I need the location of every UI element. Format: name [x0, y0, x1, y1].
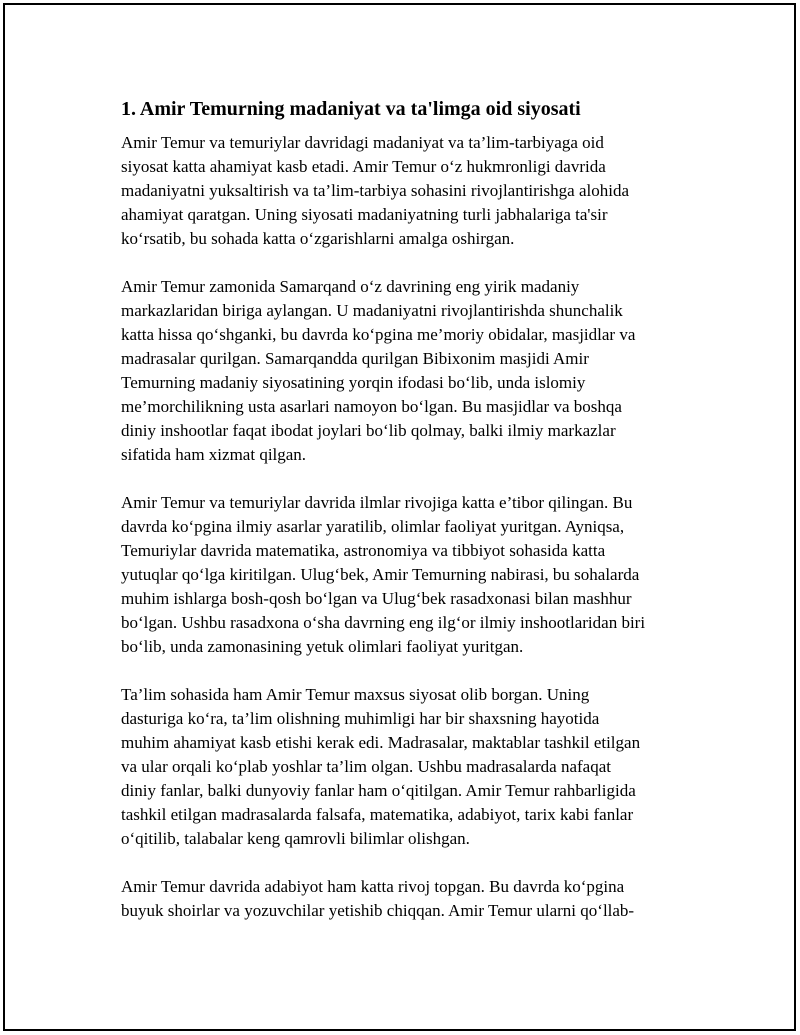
- paragraph-line: siyosat katta ahamiyat kasb etadi. Amir Temur o‘z hukmronligi davrida: [121, 157, 606, 176]
- paragraph-line: va ular orqali ko‘plab yoshlar ta’lim olgan. Ushbu madrasalarda nafaqat: [121, 757, 611, 776]
- paragraph-line: me’morchilikning usta asarlari namoyon bo‘lgan. Bu masjidlar va boshqa: [121, 397, 622, 416]
- paragraph-line: markazlaridan biriga aylangan. U madaniyatni rivojlantirishda shunchalik: [121, 301, 623, 320]
- paragraph-line: tashkil etilgan madrasalarda falsafa, matematika, adabiyot, tarix kabi fanlar: [121, 805, 634, 824]
- document-body: [121, 95, 701, 947]
- paragraph-line: ahamiyat qaratgan. Uning siyosati madaniyatning turli jabhalariga ta'sir: [121, 205, 608, 224]
- paragraph-line: madrasalar qurilgan. Samarqandda qurilgan Bibixonim masjidi Amir: [121, 349, 589, 368]
- paragraph-line: bo‘lib, unda zamonasining yetuk olimlari faoliyat yuritgan.: [121, 637, 524, 656]
- paragraph-line: yutuqlar qo‘lga kiritilgan. Ulug‘bek, Amir Temurning nabirasi, bu sohalarda: [121, 565, 640, 584]
- paragraph-line: madaniyatni yuksaltirish va ta’lim-tarbiya sohasini rivojlantirishga alohida: [121, 181, 629, 200]
- paragraph-line: dasturiga ko‘ra, ta’lim olishning muhimligi har bir shaxsning hayotida: [121, 709, 600, 728]
- paragraph-line: katta hissa qo‘shganki, bu davrda ko‘pgina me’moriy obidalar, masjidlar va: [121, 325, 636, 344]
- paragraph-line: diniy fanlar, balki dunyoviy fanlar ham o‘qitilgan. Amir Temur rahbarligida: [121, 781, 636, 800]
- paragraph-line: muhim ishlarga bosh-qosh bo‘lgan va Ulug‘bek rasadxonasi bilan mashhur: [121, 589, 632, 608]
- paragraph-line: Temurning madaniy siyosatining yorqin ifodasi bo‘lib, unda islomiy: [121, 373, 586, 392]
- paragraph-line: muhim ahamiyat kasb etishi kerak edi. Madrasalar, maktablar tashkil etilgan: [121, 733, 641, 752]
- paragraph-line: Temuriylar davrida matematika, astronomiya va tibbiyot sohasida katta: [121, 541, 606, 560]
- paragraph-line: bo‘lgan. Ushbu rasadxona o‘sha davrning eng ilg‘or ilmiy inshootlaridan biri: [121, 613, 646, 632]
- paragraph-line: o‘qitilib, talabalar keng qamrovli bilimlar olishgan.: [121, 829, 470, 848]
- paragraph: [121, 275, 701, 467]
- paragraph: [121, 683, 701, 851]
- paragraph-line: Ta’lim sohasida ham Amir Temur maxsus siyosat olib borgan. Uning: [121, 685, 590, 704]
- paragraph-line: buyuk shoirlar va yozuvchilar yetishib chiqqan. Amir Temur ularni qo‘llab-: [121, 901, 635, 920]
- paragraph-line: Amir Temur va temuriylar davridagi madaniyat va ta’lim-tarbiyaga oid: [121, 133, 604, 152]
- section-heading: 1. Amir Temurning madaniyat va ta'limga oid siyosati: [121, 98, 581, 120]
- paragraph-line: ko‘rsatib, bu sohada katta o‘zgarishlarni amalga oshirgan.: [121, 229, 515, 248]
- paragraph-line: davrda ko‘pgina ilmiy asarlar yaratilib, olimlar faoliyat yuritgan. Ayniqsa,: [121, 517, 625, 536]
- paragraph: [121, 131, 701, 251]
- paragraph-line: Amir Temur va temuriylar davrida ilmlar rivojiga katta e’tibor qilingan. Bu: [121, 493, 633, 512]
- paragraph-line: Amir Temur zamonida Samarqand o‘z davrining eng yirik madaniy: [121, 277, 580, 296]
- paragraph-line: diniy inshootlar faqat ibodat joylari bo‘lib qolmay, balki ilmiy markazlar: [121, 421, 616, 440]
- page-frame: [3, 3, 796, 1031]
- paragraph: [121, 875, 701, 923]
- paragraph-line: sifatida ham xizmat qilgan.: [121, 445, 307, 464]
- paragraph-list: [121, 131, 701, 923]
- paragraph: [121, 491, 701, 659]
- paragraph-line: Amir Temur davrida adabiyot ham katta rivoj topgan. Bu davrda ko‘pgina: [121, 877, 625, 896]
